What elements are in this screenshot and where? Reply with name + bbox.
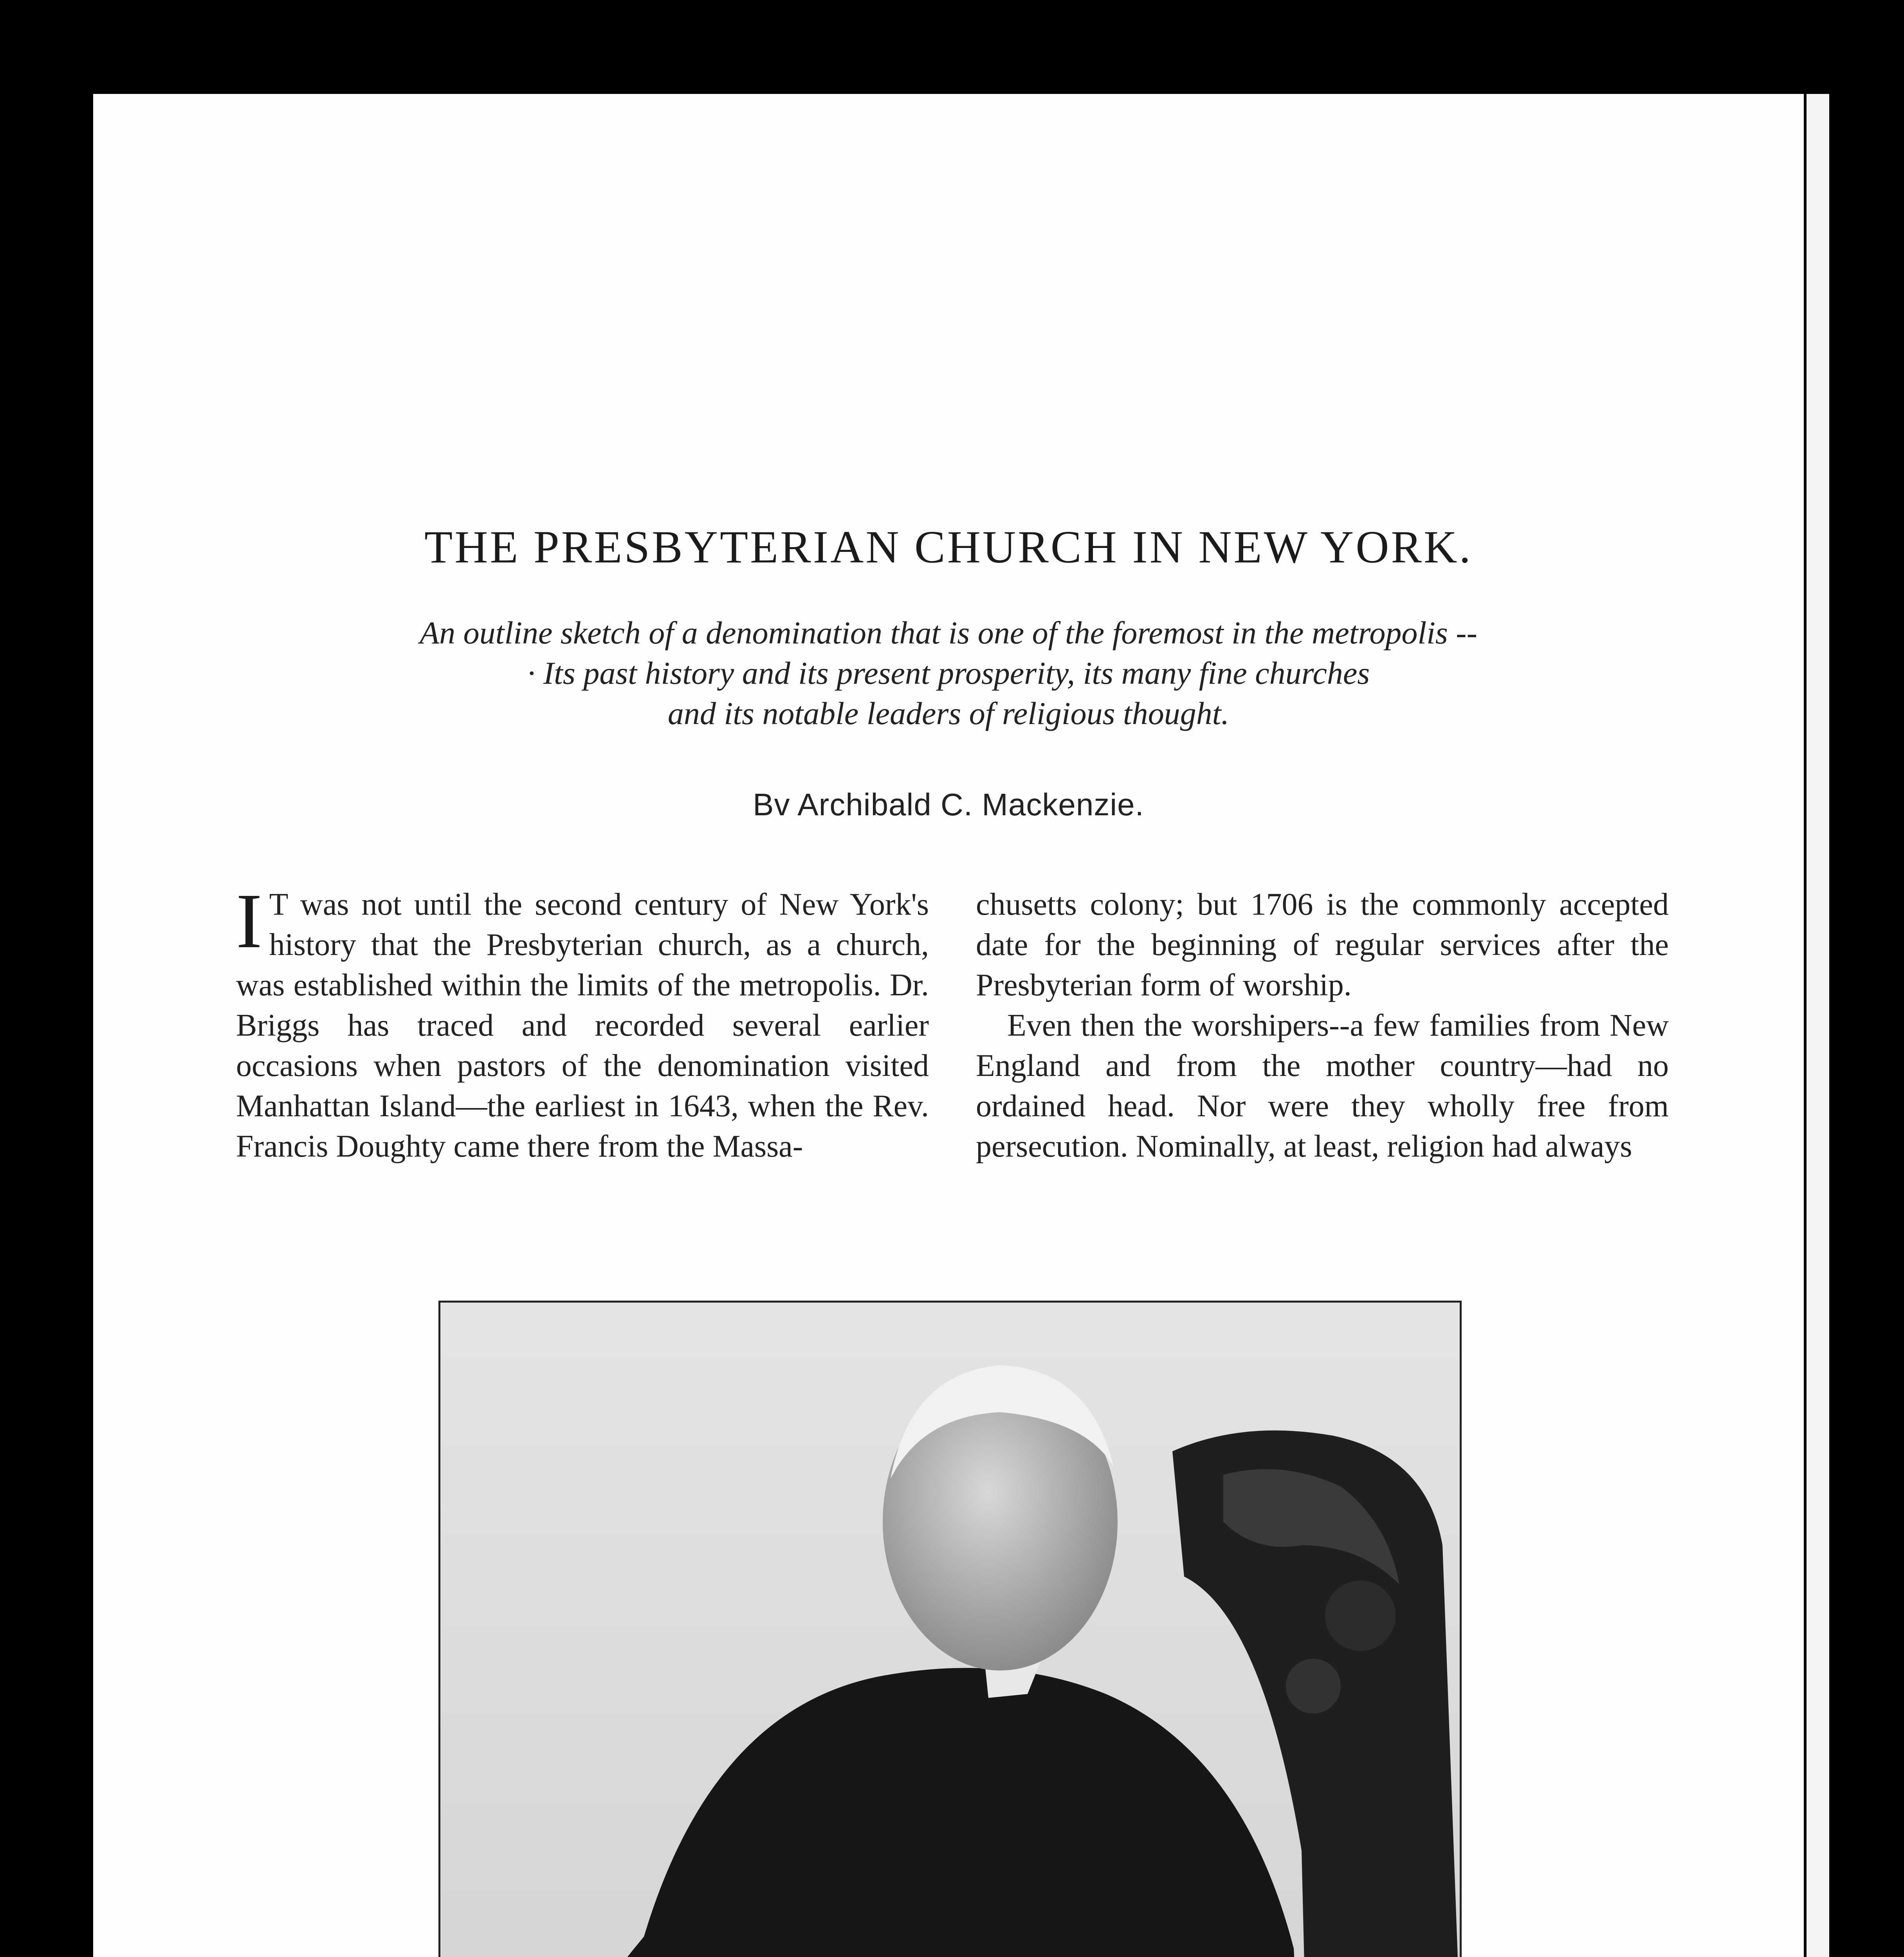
subtitle-line: An outline sketch of a denomination that is one of the foremost in the metropolis --	[420, 615, 1477, 651]
drop-cap: I	[236, 878, 262, 964]
magazine-page	[93, 94, 1804, 1957]
article-title: THE PRESBYTERIAN CHURCH IN NEW YORK.	[424, 521, 1473, 573]
paragraph-text: T was not until the second century of New York's history that the Presbyterian church, as a church, was established within the limits of the metropolis. Dr. Briggs has traced and recorded several earlier occasions when pastors of the denomination visited Manhattan Island—the earliest in 1643, when the Rev. Francis Doughty came there from the Massa-	[236, 887, 929, 1164]
subtitle-line: and its notable leaders of religious thought.	[667, 696, 1230, 731]
text-column-left	[236, 878, 929, 1167]
text-column-right	[976, 885, 1669, 1167]
subtitle-line: · Its past history and its present prosperity, its many fine churches	[527, 655, 1370, 691]
portrait-photo	[438, 1301, 1462, 1957]
body-paragraph: Even then the worshipers--a few families from New England and from the mother country—had no ordained head. Nor were they wholly free from persecution. Nominally, at least, religion had always	[976, 1008, 1669, 1164]
body-paragraph: chusetts colony; but 1706 is the commonly accepted date for the beginning of regular services after the Presbyterian form of worship.	[976, 887, 1669, 1002]
body-paragraph	[236, 878, 929, 1167]
article-subtitle	[93, 613, 1804, 733]
byline: Bv Archibald C. Mackenzie.	[753, 787, 1144, 822]
adjacent-page-edge	[1807, 94, 1829, 1957]
